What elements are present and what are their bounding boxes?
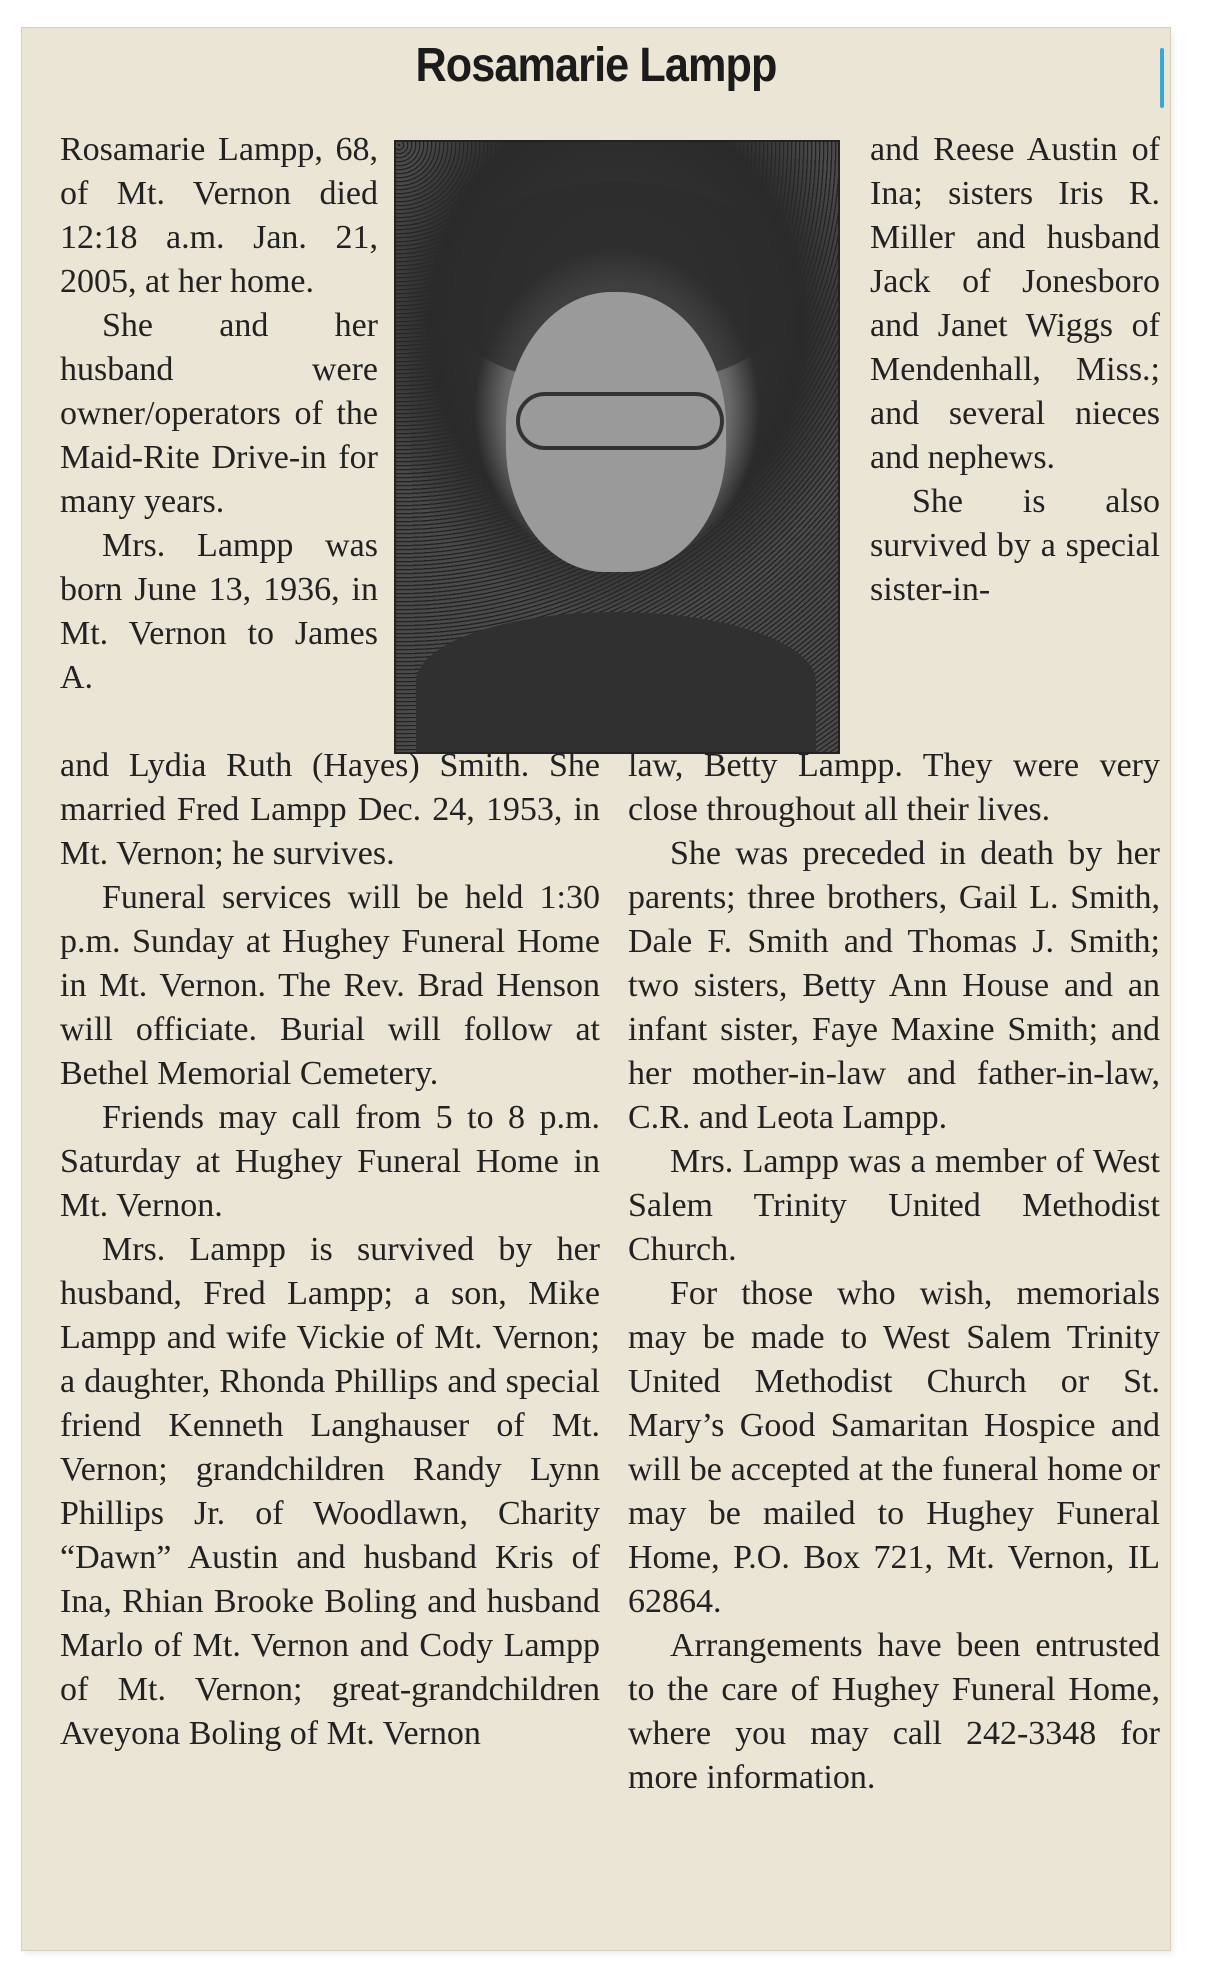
column-1-bottom — [60, 744, 600, 1756]
paragraph: She was preceded in death by her parents; three brothers, Gail L. Smith, Dale F. Smith and Thomas J. Smith; two sisters, Betty Ann House and an infant sister, Faye Maxine Smith; and her mother-in-law and father-in-law, C.R. and Leota Lampp. — [628, 835, 1160, 1136]
paragraph: Mrs. Lampp is survived by her husband, Fred Lampp; a son, Mike Lampp and wife Vickie of Mt. Vernon; a daughter, Rhonda Phillips and special friend Kenneth Langhauser of Mt. Vernon; grandchildren Randy Lynn Phillips Jr. of Woodlawn, Charity “Dawn” Austin and husband Kris of Ina, Rhian Brooke Boling and husband Marlo of Mt. Vernon and Cody Lampp of Mt. Vernon; great-grandchildren Aveyona Boling of Mt. Vernon — [60, 1231, 600, 1752]
headline: Rosamarie Lampp — [415, 39, 777, 92]
column-2-top — [870, 128, 1160, 612]
paragraph: law, Betty Lampp. They were very close throughout all their lives. — [628, 747, 1160, 828]
obituary-clipping — [22, 28, 1170, 1950]
paragraph: Friends may call from 5 to 8 p.m. Saturday at Hughey Funeral Home in Mt. Vernon. — [60, 1099, 600, 1224]
portrait-photo — [394, 140, 840, 754]
paragraph: and Lydia Ruth (Hayes) Smith. She married Fred Lampp Dec. 24, 1953, in Mt. Vernon; he survives. — [60, 747, 600, 872]
paragraph: and Reese Austin of Ina; sisters Iris R. Miller and husband Jack of Jonesboro and Janet Wiggs of Mendenhall, Miss.; and several nieces and nephews. — [870, 131, 1160, 476]
paragraph: Rosamarie Lampp, 68, of Mt. Vernon died 12:18 a.m. Jan. 21, 2005, at her home. — [60, 131, 378, 300]
paragraph: Arrangements have been entrusted to the care of Hughey Funeral Home, where you may call 242-3348 for more information. — [628, 1627, 1160, 1796]
column-1-top — [60, 128, 378, 700]
paragraph: She and her husband were owner/operators of the Maid-Rite Drive-in for many years. — [60, 307, 378, 520]
photo-glasses — [516, 392, 724, 450]
paragraph: For those who wish, memorials may be made to West Salem Trinity United Methodist Church or St. Mary’s Good Samaritan Hospice and will be accepted at the funeral home or may be mailed to Hughey Funeral Home, P.O. Box 721, Mt. Vernon, IL 62864. — [628, 1275, 1160, 1620]
paragraph: She is also survived by a special sister-in- — [870, 483, 1160, 608]
column-2-bottom — [628, 744, 1160, 1800]
paragraph: Mrs. Lampp was a member of West Salem Trinity United Methodist Church. — [628, 1143, 1160, 1268]
paragraph: Mrs. Lampp was born June 13, 1936, in Mt. Vernon to James A. — [60, 527, 378, 696]
scan-edge-mark — [1160, 48, 1164, 108]
paragraph: Funeral services will be held 1:30 p.m. Sunday at Hughey Funeral Home in Mt. Vernon. The Rev. Brad Henson will officiate. Burial will follow at Bethel Memorial Cemetery. — [60, 879, 600, 1092]
photo-shoulders — [416, 612, 816, 752]
